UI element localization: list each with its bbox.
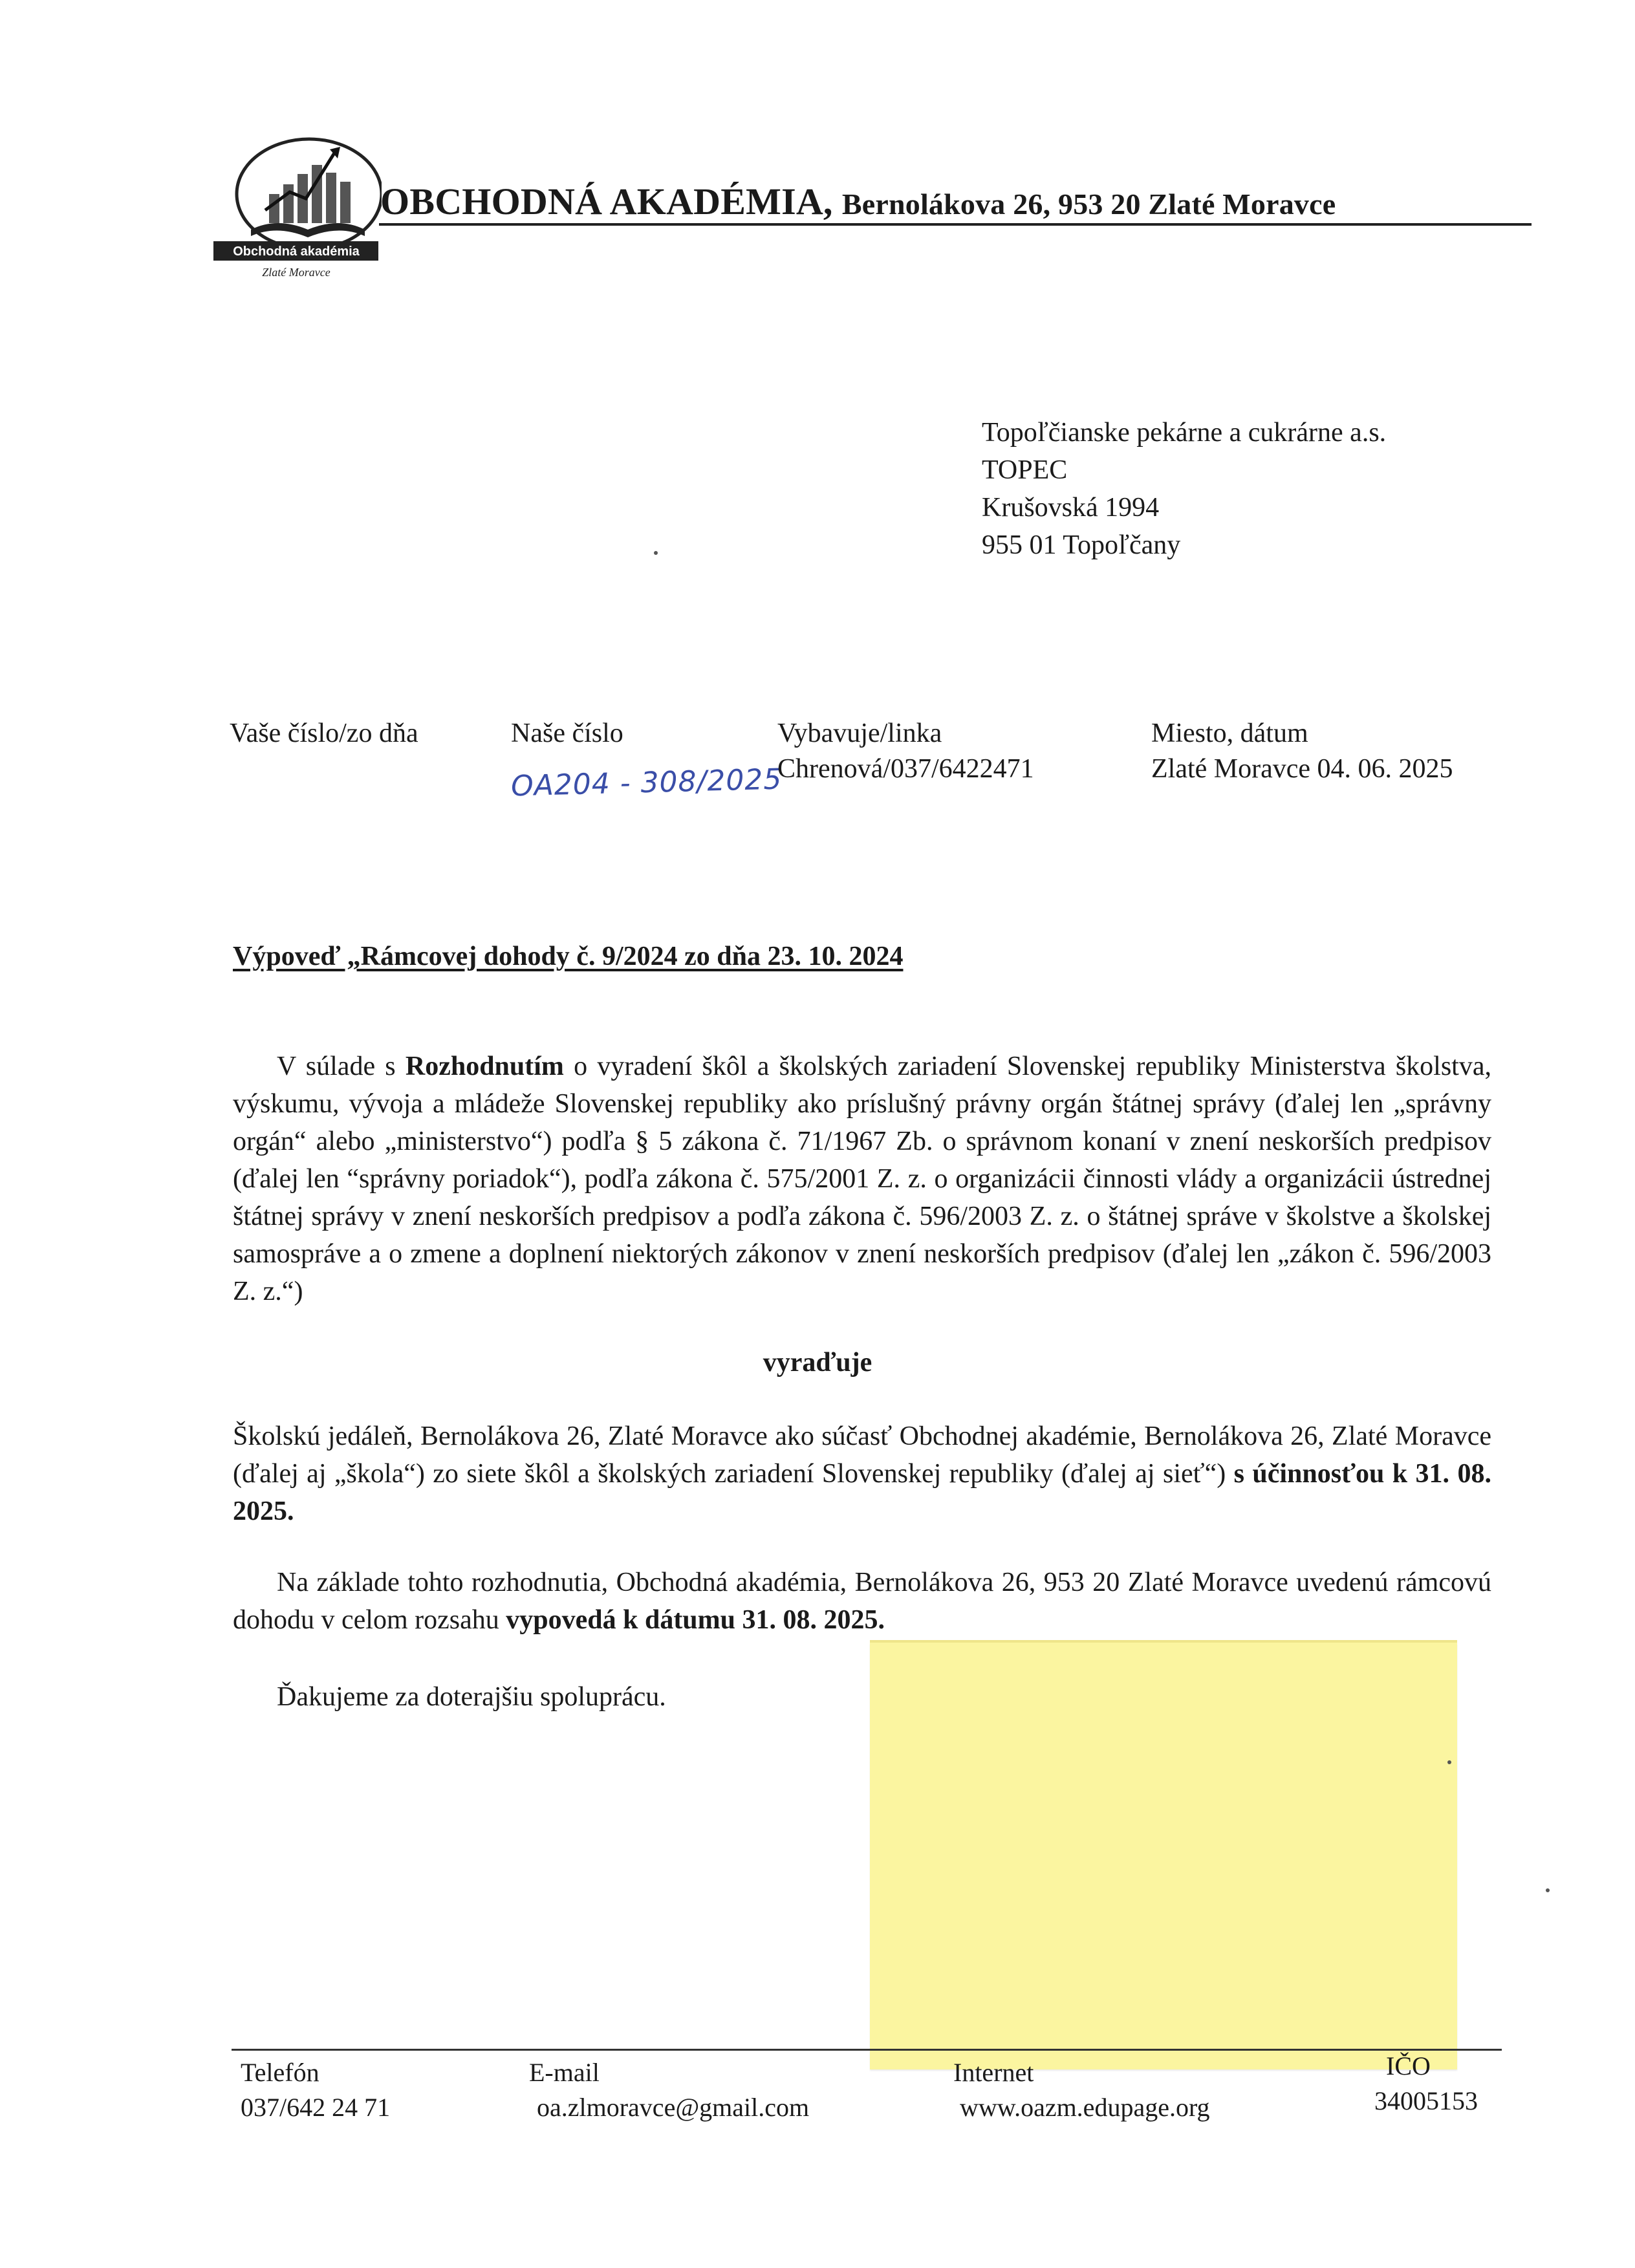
scan-speck [1447, 1760, 1451, 1764]
footer-email [529, 2055, 809, 2125]
footer-ico [1374, 2049, 1478, 2119]
handled-by-value: Chrenová/037/6422471 [777, 754, 1034, 784]
recipient-line: Topoľčianske pekárne a cukrárne a.s. [982, 418, 1387, 448]
logo-banner-text: Obchodná akadémia [233, 244, 360, 259]
recipient-line: 955 01 Topoľčany [982, 530, 1181, 560]
paragraph-legal-basis [233, 1048, 1491, 1310]
paragraph-bold: Rozhodnutím [405, 1052, 564, 1081]
paragraph-bold: s účinnosťou k 31. 08. 2025. [233, 1459, 1491, 1526]
footer-internet [953, 2055, 1210, 2125]
scan-speck [1546, 1888, 1550, 1892]
org-name: OBCHODNÁ AKADÉMIA, [380, 180, 833, 222]
footer-email-label: E-mail [529, 2058, 600, 2087]
org-address: Bernolákova 26, 953 20 Zlaté Moravce [841, 188, 1336, 221]
header-divider [379, 223, 1532, 226]
subject-line: Výpoveď „Rámcovej dohody č. 9/2024 zo dňa 23. 10. 2024 [233, 942, 904, 971]
footer-divider [232, 2049, 1502, 2051]
paragraph-text: Školskú jedáleň, Bernolákova 26, Zlaté Moravce ako súčasť Obchodnej akadémie, Bernolákova 26, Zlaté Moravce (ďalej aj „škola“) zo siete škôl a školských zariadení Slovenskej republiky (ďalej aj sieť“) [233, 1421, 1491, 1489]
paragraph-termination [233, 1564, 1491, 1639]
book-icon [251, 223, 365, 237]
paragraph-text: Na základe tohto rozhodnutia, Obchodná akadémia, Bernolákova 26, 953 20 Zlaté Moravce uvedenú rámcovú dohodu v celom rozsahu [233, 1568, 1491, 1635]
letterhead-title [380, 180, 1336, 223]
paragraph-text: V súlade s [277, 1052, 406, 1081]
footer-phone [241, 2055, 390, 2125]
our-number-handwritten: OA204 - 308/2025 [510, 762, 783, 803]
school-logo [212, 133, 382, 281]
handled-by-label: Vybavuje/linka [777, 718, 942, 748]
logo-arc-text: Zlaté Moravce [262, 266, 330, 279]
place-date-value: Zlaté Moravce 04. 06. 2025 [1151, 754, 1453, 784]
our-number-label: Naše číslo [511, 718, 623, 748]
recipient-line: Krušovská 1994 [982, 493, 1160, 523]
scan-speck [654, 551, 658, 555]
footer-email-value: oa.zlmoravce@gmail.com [537, 2093, 810, 2122]
recipient-address [982, 414, 1386, 564]
your-number-label: Vaše číslo/zo dňa [230, 718, 418, 748]
place-date-label: Miesto, dátum [1151, 718, 1308, 748]
footer-internet-label: Internet [953, 2058, 1034, 2087]
recipient-line: TOPEC [982, 455, 1068, 485]
footer-internet-value: www.oazm.edupage.org [960, 2093, 1210, 2122]
footer-phone-value: 037/642 24 71 [241, 2093, 391, 2122]
paragraph-bold: vypovedá k dátumu 31. 08. 2025. [506, 1605, 885, 1635]
paragraph-removal [233, 1418, 1491, 1530]
verdict-word: vyraďuje [763, 1348, 872, 1377]
closing-thanks: Ďakujeme za doterajšiu spoluprácu. [277, 1682, 666, 1712]
footer-phone-label: Telefón [241, 2058, 319, 2087]
paragraph-text: o vyradení škôl a školských zariadení Slovenskej republiky Ministerstva školstva, výskumu, vývoja a mládeže Slovenskej republiky ako príslušný právny orgán štátnej správy (ďalej len „správny orgán“ alebo „ministerstvo“) podľa § 5 zákona č. 71/1967 Zb. o správnom konaní v znení neskorších predpisov (ďalej len “správny poriadok“), podľa zákona č. 575/2001 Z. z. o organizácii činnosti vlády a organizácii ústrednej štátnej správy v znení neskorších predpisov a podľa zákona č. 596/2003 Z. z. o štátnej správe v školstve a školskej samospráve a o zmene a doplnení niektorých zákonov v znení neskorších predpisov (ďalej len „zákon č. 596/2003 Z. z.“) [233, 1052, 1491, 1306]
sticky-note [870, 1643, 1457, 2069]
footer-ico-value: 34005153 [1374, 2086, 1478, 2115]
footer-ico-label: IČO [1386, 2051, 1431, 2080]
